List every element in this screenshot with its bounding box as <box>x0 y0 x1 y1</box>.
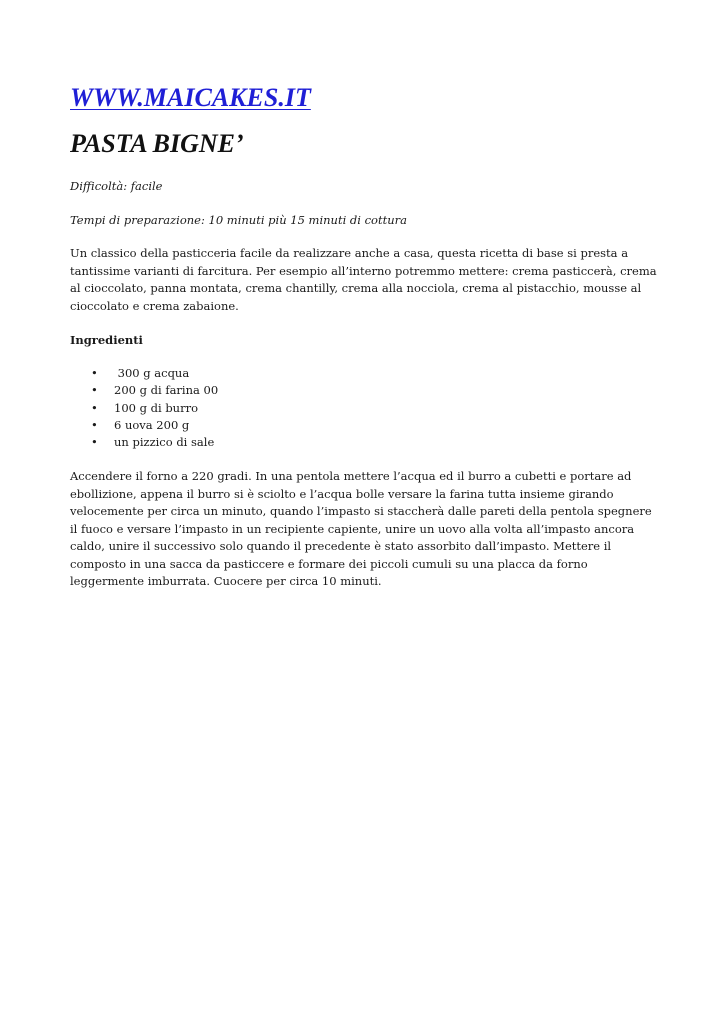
ingredient-text: 100 g di burro <box>114 400 199 415</box>
ingredient-text: 6 uova 200 g <box>114 417 190 432</box>
list-item <box>70 400 660 417</box>
site-link[interactable]: WWW.MAICAKES.IT <box>70 83 311 112</box>
ingredients-list <box>70 365 660 451</box>
list-item <box>70 382 660 399</box>
bullet-icon: • <box>91 400 98 415</box>
document-page <box>70 82 660 591</box>
procedure-paragraph: Accendere il forno a 220 gradi. In una pentola mettere l’acqua ed il burro a cubetti e portare ad ebollizione, appena il burro si è sciolto e l’acqua bolle versare la farina tutta insieme girando velocemente per circa un minuto, quando l’impasto si staccherà dalle pareti della pentola spegnere il fuoco e versare l’impasto in un recipiente capiente, unire un uovo alla volta all’impasto ancora caldo, unire il successivo solo quando il precedente è stato assorbito dall’impasto. Mettere il composto in una sacca da pasticcere e formare dei piccoli cumuli su una placca da forno leggermente imburrata. Cuocere per circa 10 minuti. <box>70 469 652 589</box>
bullet-icon: • <box>91 417 98 432</box>
bullet-icon: • <box>91 435 98 450</box>
bullet-icon: • <box>91 383 98 398</box>
ingredient-text: 200 g di farina 00 <box>114 383 219 398</box>
recipe-title: PASTA BIGNE’ <box>70 129 244 158</box>
prep-time-text: Tempi di preparazione: 10 minuti più 15 minuti di cottura <box>70 213 407 227</box>
intro-paragraph: Un classico della pasticceria facile da realizzare anche a casa, questa ricetta di base si presta a tantissime varianti di farcitura. Per esempio all’interno potremmo mettere: crema pasticcerà, crema al cioccolato, panna montata, crema chantilly, crema alla nocciola, crema al pistacchio, mousse al cioccolato e crema zabaione. <box>70 246 657 313</box>
bullet-icon: • <box>91 366 98 380</box>
list-item <box>70 365 660 382</box>
ingredient-text: 300 g acqua <box>114 366 190 380</box>
ingredient-text: un pizzico di sale <box>114 435 215 450</box>
list-item <box>70 417 660 434</box>
difficulty-text: Difficoltà: facile <box>70 179 163 193</box>
list-item <box>70 434 660 451</box>
ingredients-heading: Ingredienti <box>70 333 143 347</box>
